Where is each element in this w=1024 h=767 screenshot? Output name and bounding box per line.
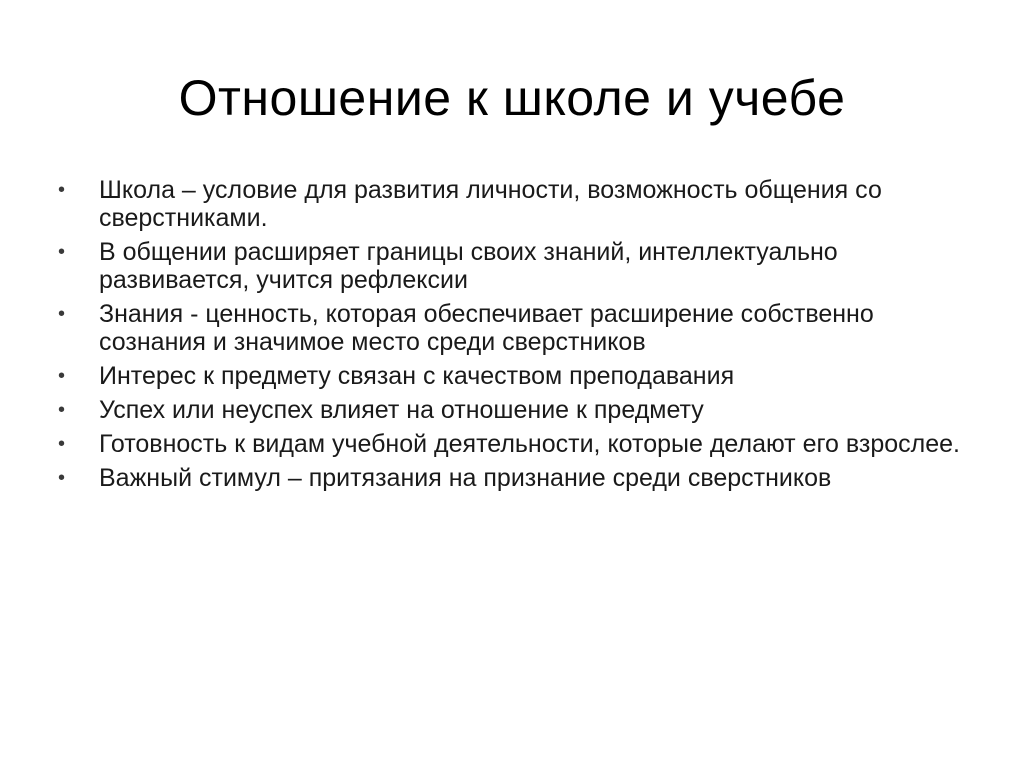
bullet-item — [58, 362, 978, 390]
bullet-dot-icon: • — [58, 303, 66, 325]
bullet-text: Интерес к предмету связан с качеством преподавания — [99, 362, 735, 390]
bullet-item — [58, 396, 978, 424]
bullet-list — [58, 176, 978, 498]
bullet-text: Готовность к видам учебной деятельности, которые делают его взрослее. — [99, 430, 960, 458]
bullet-dot-icon: • — [58, 433, 66, 455]
bullet-dot-icon: • — [58, 467, 66, 489]
bullet-item — [58, 238, 978, 294]
bullet-text: Знания - ценность, которая обеспечивает расширение собственно сознания и значимое место среди сверстников — [99, 300, 874, 356]
bullet-dot-icon: • — [58, 179, 66, 201]
bullet-item — [58, 176, 978, 232]
bullet-item — [58, 300, 978, 356]
bullet-text: Успех или неуспех влияет на отношение к предмету — [99, 396, 704, 424]
bullet-text: В общении расширяет границы своих знаний, интеллектуально развивается, учится рефлексии — [99, 238, 838, 294]
bullet-item — [58, 464, 978, 492]
slide-title: Отношение к школе и учебе — [178, 70, 846, 126]
bullet-text: Школа – условие для развития личности, возможность общения со сверстниками. — [99, 176, 882, 232]
bullet-item — [58, 430, 978, 458]
bullet-text: Важный стимул – притязания на признание среди сверстников — [99, 464, 832, 492]
bullet-dot-icon: • — [58, 365, 66, 387]
bullet-dot-icon: • — [58, 241, 66, 263]
bullet-dot-icon: • — [58, 399, 66, 421]
